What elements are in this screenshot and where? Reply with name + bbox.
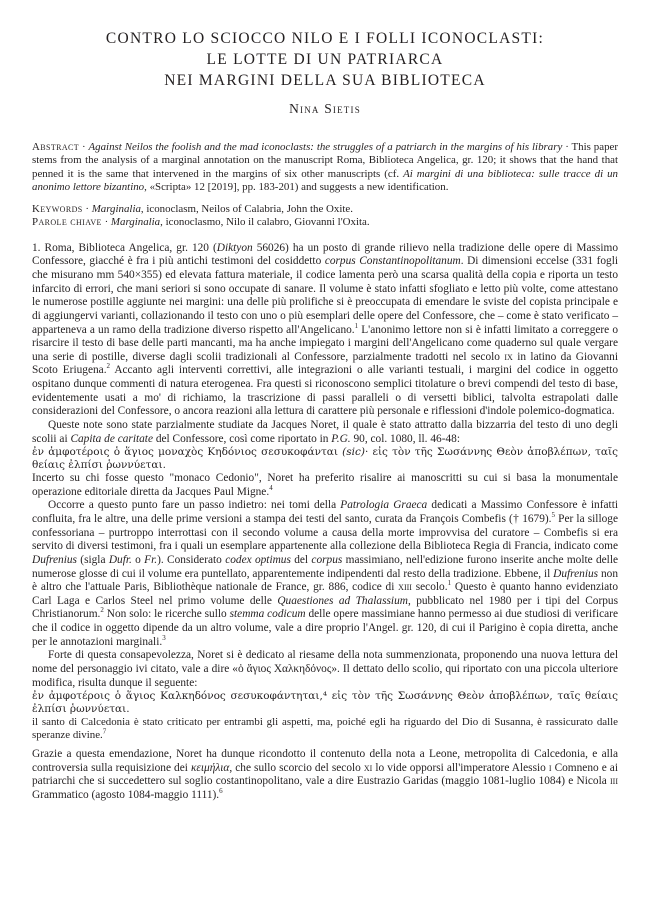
title-line-2: LE LOTTE DI UN PATRIARCA xyxy=(206,51,444,68)
greek-quote-2: ἐν ἀμφοτέροις ὁ ἅγιος Καλκηδόνος σεσυκοφάντηται,⁴ εἰς τὸν τῆς Σωσάννης Θεὸν ἀποβλέπων, ταῖς θείαις ἐλπίσι ῥωννύεται. xyxy=(32,690,618,716)
paragraph-6: Grazie a questa emendazione, Noret ha dunque ricondotto il contenuto della nota a Leone, metropolita di Calcedonia, e alla controversia sulla requisizione dei κειμήλια, che sullo scorcio del secolo xi lo vide opporsi all'imperatore Alessio i Comneno e ai patriarchi che si succedettero sul soglio costantinopolitano, vale a dire Eustrazio Garidas (maggio 1081-luglio 1084) e Nicola iii Grammatico (agosto 1084-maggio 1111).$^6$ xyxy=(32,748,618,802)
footnote-ref[interactable]: 4 xyxy=(269,484,273,492)
paper-page xyxy=(32,28,618,803)
body-text xyxy=(32,242,618,803)
author-name: Nina Sietis xyxy=(289,101,361,116)
footnote-ref[interactable]: 6 xyxy=(219,787,223,796)
abstract-reference-title: Ai margini di una biblioteca: sulle tracce di un anonimo lettore bizantino xyxy=(32,167,618,193)
keywords-en: Keywords · Marginalia, iconoclasm, Neilos of Calabria, John the Oxite. xyxy=(32,203,353,216)
footnote-ref[interactable]: 3 xyxy=(162,633,166,642)
footnote-ref[interactable]: 1 xyxy=(447,579,452,588)
paragraph-1: 1. Roma, Biblioteca Angelica, gr. 120 (Diktyon 56026) ha un posto di grande rilievo nella tradizione delle opere di Massimo Confessore, giacché è fra i più antichi testimoni del cosiddetto corpus Constantinopolitanum. Di dimensioni eccelse (331 fogli che misurano mm 540×355) ed elevata fattura materiale, il codice lamenta però una scarsa qualità della copia e riporta un testo infarcito di errori, che mani seriori si sono occupate di sanare. Il volume è stato infatti sfogliato e letto più volte, come attestano le numerose postille aggiunte nei margini: una delle più prolifiche si è preoccupata di emendare le sviste del copista principale e di aggiungervi varianti, collazionando il testo con uno o più esemplari delle opere del Confessore, che – come è stato verificato – apparteneva a un ramo della tradizione diverso rispetto all'Angelicano.$^1$ L'anonimo lettore non si è infatti limitato a correggere o risarcire il testo di base delle parti mancanti, ma ha anche impiegato i margini dell'Angelicano come quaderno sul quale vergare una serie di postille, diverse dagli scolii tradizionali al Confessore, parzialmente tradotti nel secolo ix in latino da Giovanni Scoto Eriugena.$^2$ Accanto agli interventi correttivi, alle integrazioni o alle varianti testuali, i margini del codice in oggetto ospitano dunque commenti di natura eterogenea. Fra questi si riconoscono semplici titolature o brevi compendi del testo di base, evidentemente usati a mo' di richiamo, la trascrizione di passi paralleli o di versetti biblici, talvolta estrapolati dalle considerazioni del Confessore, o ancora reazioni alla lettura di carattere più personale e riflessioni d'indole polemico-dogmatica. xyxy=(32,241,618,418)
title-line-1: CONTRO LO SCIOCCO NILO E I FOLLI ICONOCLASTI: xyxy=(105,30,545,47)
keywords-it: Parole chiave · Marginalia, iconoclasmo, Nilo il calabro, Giovanni l'Oxita. xyxy=(32,216,370,229)
abstract-label: Abstract xyxy=(32,141,80,153)
abstract: Abstract · Against Neilos the foolish and the mad iconoclasts: the struggles of a patriarch in the margins of his library · This paper stems from the analysis of a marginal annotation on the manuscript Roma, Biblioteca Angelica, gr. 120; it shows that the hand that penned it is the same that intervened in the margins of six other manuscripts (cf. Ai margini di una biblioteca: sulle tracce di un anonimo lettore bizantino, «Scripta» 12 [2019], pp. 183-201) and suggests a new identification. xyxy=(32,141,618,193)
keywords xyxy=(32,203,618,230)
parole-chiave-label: Parole chiave xyxy=(32,216,102,229)
paragraph-2: Queste note sono state parzialmente studiate da Jacques Noret, il quale è stato attratto dalla bizzarria del testo di uno degli scolii ai Capita de caritate del Confessore, così come riportato in P.G. 90, col. 1080, ll. 46-48: xyxy=(32,418,618,445)
paragraph-4: Occorre a questo punto fare un passo indietro: nei tomi della Patrologia Graeca dedicati a Massimo Confessore è infatti confluita, fra le altre, una delle prime versioni a stampa dei testi del santo, curata da François Combefis († 1679).$^5$ Per la silloge confessoriana – purtroppo interrottasi con il secondo volume a causa della morte improvvisa del curatore – Combefis si era servito di diversi testimoni, fra i quali un esemplare appartenente alla collezione della Biblioteca Regia di Francia, indicato come Dufrenius (sigla Dufr. o Fr.). Considerato codex optimus del corpus massimiano, nell'edizione furono inserite anche molte delle numerose glosse di cui il volume era puntellato, apparentemente indipendenti dal resto della tradizione. Ebbene, il Dufrenius non è altro che l'attuale Paris, Bibliothèque nationale de France, gr. 886, codice di xiii secolo.$^1$ Questo è quanto hanno evidenziato Carl Laga e Carlos Steel nel primo volume delle Quaestiones ad Thalassium, pubblicato nel 1980 per i tipi del Corpus Christianorum.$^2$ Non solo: le ricerche sullo stemma codicum delle opere massimiane hanno permesso ai due studiosi di verificare che il codice in oggetto dipende da un altro volume, vale a dire proprio l'Angel. gr. 120, di cui il Parigino è copia diretta, anche per le annotazioni marginali.$^3$ xyxy=(32,499,619,648)
footnote-ref[interactable]: 2 xyxy=(106,362,111,371)
keywords-label: Keywords xyxy=(32,203,83,216)
title-line-3: NEI MARGINI DELLA SUA BIBLIOTECA xyxy=(164,72,486,89)
paper-title xyxy=(32,28,618,91)
footnote-ref[interactable]: 7 xyxy=(102,727,107,736)
abstract-english-title: Against Neilos the foolish and the mad iconoclasts: the struggles of a patriarch in the margins of his library xyxy=(88,141,563,153)
footnote-ref[interactable]: 2 xyxy=(100,606,104,615)
footnote-ref[interactable]: 5 xyxy=(551,511,556,520)
paragraph-3: Incerto su chi fosse questo "monaco Cedonio", Noret ha preferito risalire ai manoscritti su cui si basa la monumentale operazione editoriale diretta da Jacques Paul Migne.$^4$ xyxy=(32,472,618,498)
footnote-ref[interactable]: 1 xyxy=(354,321,359,330)
paragraph-5: Forte di questa consapevolezza, Noret si è dedicato al riesame della nota summenzionata, proponendo una nuova lettura del nome del personaggio ivi citato, vale a dire «ὁ ἅγιος Χαλκηδόνος». Il dettato dello scolio, qui riportato con una piccola ulteriore modifica, risulta dunque il seguente: xyxy=(32,649,618,689)
greek-quote-1: ἐν ἀμφοτέροις ὁ ἅγιος μοναχὸς Κηδόνιος σεσυκοφάνται (sic)· εἰς τὸν τῆς Σωσάννης Θεὸν ἀποβλέπων, ταῖς θείαις ἐλπίσι ῥωννύεται. xyxy=(32,446,618,472)
translation: il santo di Calcedonia è stato criticato per entrambi gli aspetti, ma, poiché egli ha riguardo del Dio di Susanna, è rassicurato dalle speranze divine.$^7$ xyxy=(32,716,618,742)
